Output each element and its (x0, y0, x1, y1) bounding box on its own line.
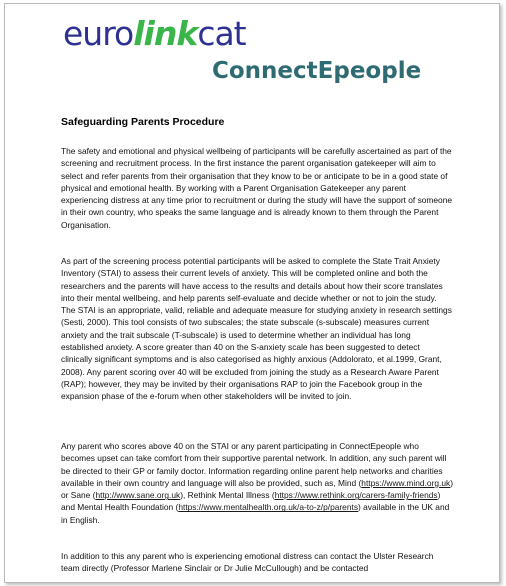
paragraph-3-text: ) available in the UK and in English. (61, 502, 450, 525)
paragraph-4: In addition to this any parent who is experiencing emotional distress can contact the Ulster Research team directly (Professor Marlene Sinclair or Dr Julie McCullough) and be contacted (61, 551, 434, 574)
paragraph-3-text: ) or Sane ( (61, 477, 453, 501)
eurolinkcat-logo (63, 14, 246, 54)
paragraph-2: As part of the screening process potential participants will be asked to complete the State Trait Anxiety Inventory (STAI) to assess their current levels of anxiety. This will be completed online and both the researchers and the parents will have access to the results and details about how their score translates into their mental wellbeing, and help parents self-evaluate and decide whether or not to join the study. The STAI is an appropriate, valid, reliable and adequate measure for studying anxiety in research settings (Sesti, 2000). This tool consists of two subscales; the state subscale (s-subscale) measures current anxiety and the trait subscale (T-subscale) is used to determine whether an individual has long established anxiety. A score greater than 40 on the S-anxiety scale has been suggested to detect clinically significant symptoms and is also categorised as highly anxious (Addolorato, et al.1999, Grant, 2008). Any parent scoring over 40 will be excluded from joining the study as a Research Aware Parent (RAP); however, they may be invited by their organisations RAP to join the Facebook group in the expansion phase of the e-forum when other stakeholders will be invited to join. (61, 256, 452, 402)
logo-text-link: link (133, 14, 198, 53)
paragraph-1: The safety and emotional and physical wellbeing of participants will be carefully ascertained as part of the screening and recruitment process. In the first instance the parent organisation gatekeeper will aim to select and refer parents from their organisation that they know to be or anticipate to be in a good state of physical and emotional health. By working with a Parent Organisation Gatekeeper any parent experiencing distress at any time prior to recruitment or during the study will have the support of someone in their own country, who speaks the same language and is already known to them through the Parent Organisation. (61, 146, 453, 230)
connectepeople-logo: ConnectEpeople (212, 58, 422, 84)
logo-text-euro: euro (63, 14, 134, 53)
paragraph-3-text: Any parent who scores above 40 on the STAI or any parent participating in ConnectEpeople who becomes upset can take comfort from their supportive parental network. In addition, any such parent will be directed to their GP or family doctor. Information regarding online parent help networks and charities available in their own country and language will also be provided, such as, Mind ( (61, 441, 447, 488)
document-title: Safeguarding Parents Procedure (61, 116, 225, 128)
mind-link[interactable]: https://www.mind.org.uk (361, 477, 451, 488)
paragraph-3-text: ), Rethink Mental Illness ( (180, 490, 275, 501)
rethink-link[interactable]: https://www.rethink.org/carers-family-friends (274, 490, 438, 501)
mental-health-foundation-link[interactable]: https://www.mentalhealth.org.uk/a-to-z/p/parents (178, 502, 359, 513)
sane-link[interactable]: http://www.sane.org.uk (95, 490, 181, 501)
paragraph-3-text: ) and Mental Health Foundation ( (61, 490, 441, 513)
document-page (4, 3, 500, 583)
paragraph-3 (61, 440, 453, 526)
logo-text-cat: cat (197, 14, 246, 53)
